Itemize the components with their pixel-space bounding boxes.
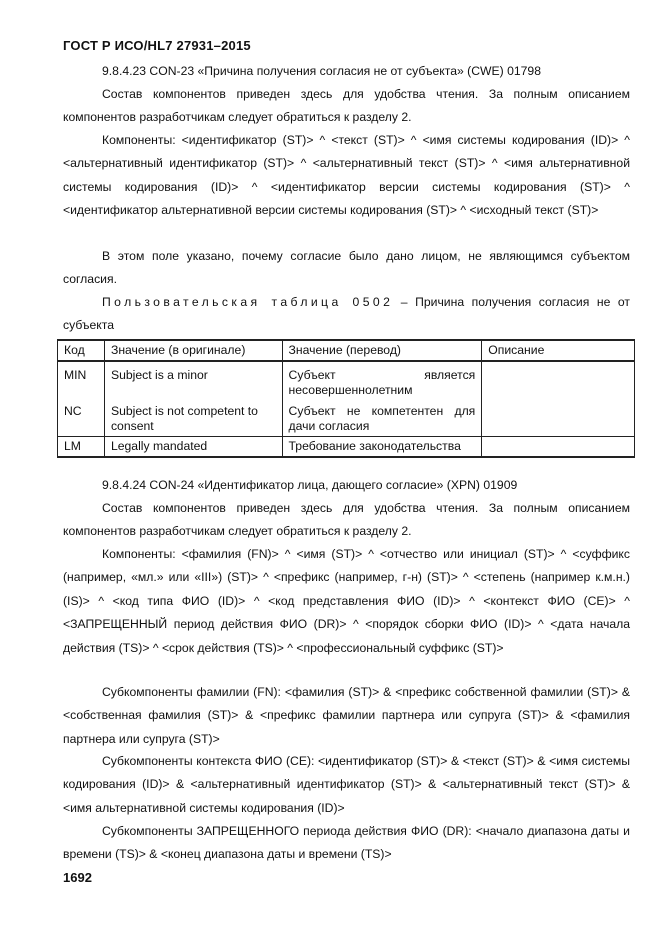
table-cell — [482, 361, 635, 400]
table-cell: LM — [58, 437, 105, 458]
table-cell: Субъект не компетентен для дачи согласия — [282, 400, 482, 437]
column-header: Описание — [482, 340, 635, 361]
user-table-0502 — [57, 339, 635, 458]
paragraph-subcomponents-dr: Субкомпоненты ЗАПРЕЩЕННОГО периода действия ФИО (DR): <начало диапазона даты и времени (TS)> & <конец диапазона даты и времени (TS)> — [63, 824, 630, 862]
table-caption: Пользовательская таблица 0502 – Причина получения согласия не от субъекта — [63, 295, 630, 333]
table-cell: Субъект является несовершеннолетним — [282, 361, 482, 400]
table-header-row — [58, 340, 635, 361]
table-cell: NC — [58, 400, 105, 437]
document-header: ГОСТ Р ИСО/HL7 27931–2015 — [63, 38, 251, 53]
table-cell: Subject is not competent to consent — [104, 400, 282, 437]
paragraph-subcomponents-fn: Субкомпоненты фамилии (FN): <фамилия (ST)> & <префикс собственной фамилии (ST)> & <собственная фамилия (ST)> & <префикс фамилии партнера или супруга (ST)> & <фамилия партнера или супруга (ST)> — [63, 685, 630, 746]
paragraph-components-list-2: Компоненты: <фамилия (FN)> ^ <имя (ST)> ^ <отчество или инициал (ST)> ^ <суффикс (например, «мл.» или «III») (ST)> ^ <префикс (например, г-н) (ST)> ^ <степень (например к.м.н.) (IS)> ^ <код типа ФИО (ID)> ^ <код представления ФИО (ID)> ^ <контекст ФИО (CE)> ^ <ЗАПРЕЩЕННЫЙ период действия ФИО (DR)> ^ <порядок сборки ФИО (ID)> ^ <дата начала действия (TS)> ^ <срок действия (TS)> ^ <профессиональный суффикс (ST)> — [63, 547, 630, 655]
column-header: Значение (в оригинале) — [104, 340, 282, 361]
page-number: 1692 — [63, 870, 92, 885]
table-row — [58, 400, 635, 437]
paragraph-components-note-2: Состав компонентов приведен здесь для удобства чтения. За полным описанием компонентов разработчикам следует обратиться к разделу 2. — [63, 501, 630, 539]
table-cell — [482, 437, 635, 458]
table-cell: Требование законодательства — [282, 437, 482, 458]
table-cell: Subject is a minor — [104, 361, 282, 400]
table-cell: MIN — [58, 361, 105, 400]
section-heading-con23: 9.8.4.23 CON-23 «Причина получения согласия не от субъекта» (CWE) 01798 — [102, 64, 541, 78]
column-header: Код — [58, 340, 105, 361]
paragraph-components-list-1: Компоненты: <идентификатор (ST)> ^ <текст (ST)> ^ <имя системы кодирования (ID)> ^ <альтернативный идентификатор (ST)> ^ <альтернативный текст (ST)> ^ <имя альтернативной системы кодирования (ID)> ^ <идентификатор версии системы кодирования (ST)> ^ <идентификатор альтернативной версии системы кодирования (ST)> ^ <исходный текст (ST)> — [63, 133, 630, 218]
table-cell: Legally mandated — [104, 437, 282, 458]
section-heading-con24: 9.8.4.24 CON-24 «Идентификатор лица, дающего согласие» (XPN) 01909 — [102, 478, 518, 492]
paragraph-field-description: В этом поле указано, почему согласие было дано лицом, не являющимся субъектом согласия. — [63, 249, 630, 287]
table-row — [58, 437, 635, 458]
table-row — [58, 361, 635, 400]
table-cell — [482, 400, 635, 437]
paragraph-subcomponents-ce: Субкомпоненты контекста ФИО (CE): <идентификатор (ST)> & <текст (ST)> & <имя системы кодирования (ID)> & <альтернативный идентификатор (ST)> & <альтернативный текст (ST)> & <имя альтернативной системы кодирования (ID)> — [63, 754, 630, 815]
column-header: Значение (перевод) — [282, 340, 482, 361]
paragraph-components-note-1: Состав компонентов приведен здесь для удобства чтения. За полным описанием компонентов разработчикам следует обратиться к разделу 2. — [63, 87, 630, 125]
